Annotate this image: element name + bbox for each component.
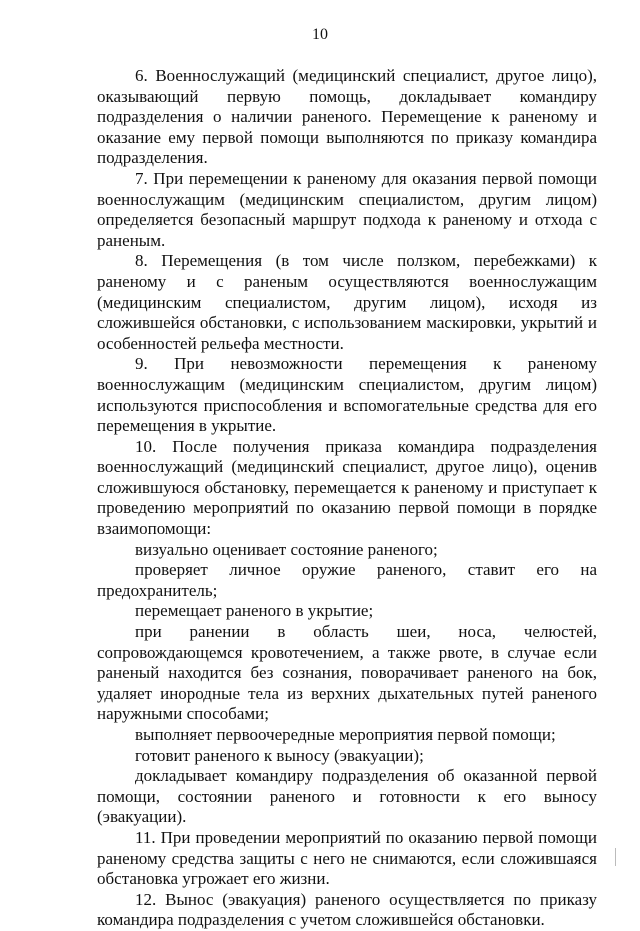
list-item-move-to-cover: перемещает раненого в укрытие;: [135, 601, 374, 621]
paragraph-12: 12. Вынос (эвакуация) раненого осуществляется по приказу командира подразделения с учетом сложившейся обстановки.: [97, 889, 597, 930]
paragraph-6: 6. Военнослужащий (медицинский специалист, другое лицо), оказывающий первую помощь, докладывает командиру подразделения о наличии раненого. Перемещение к раненому и оказание ему первой помощи выполняются по приказу командира подразделения.: [97, 66, 597, 168]
list-item-prepare-evac: готовит раненого к выносу (эвакуации);: [135, 745, 424, 765]
paragraph-9: 9. При невозможности перемещения к раненому военнослужащим (медицинским специалистом, другим лицом) используются приспособления и вспомогательные средства для его перемещения в укрытие.: [97, 354, 597, 436]
list-item-first-aid: выполняет первоочередные мероприятия первой помощи;: [135, 725, 556, 744]
paragraph-10: 10. После получения приказа командира подразделения военнослужащий (медицинский специалист, другое лицо), оценив сложившуюся обстановку, перемещается к раненому и приступает к проведению мероприятий по оказанию первой помощи в порядке взаимопомощи:: [97, 436, 597, 539]
paragraph-11: 11. При проведении мероприятий по оказанию первой помощи раненому средства защиты с него не снимаются, если сложившаяся обстановка угрожает его жизни.: [97, 827, 597, 889]
scan-edge-mark: [615, 848, 616, 866]
list-item-report: докладывает командиру подразделения об оказанной первой помощи, состоянии раненого и готовности к его выносу (эвакуации).: [97, 766, 597, 827]
list-item-assess: визуально оценивает состояние раненого;: [135, 539, 438, 559]
paragraph-8: 8. Перемещения (в том числе ползком, перебежками) к раненому и с раненым осуществляются военнослужащим (медицинским специалистом, другим лицом), исходя из сложившейся обстановки, с использованием маскировки, укрытий и особенностей рельефа местности.: [97, 251, 597, 353]
list-item-airway: при ранении в область шеи, носа, челюстей, сопровождающемся кровотечением, а также рвоте, в случае если раненый находится без сознания, поворачивает раненого на бок, удаляет инородные тела из верхних дыхательных путей раненого наружными способами;: [97, 622, 597, 724]
document-body: [97, 66, 597, 931]
paragraph-7: 7. При перемещении к раненому для оказания первой помощи военнослужащим (медицинским специалистом, другим лицом) определяется безопасный маршрут подхода к раненому и отхода с раненым.: [97, 168, 597, 250]
page-number: 10: [312, 26, 328, 43]
list-item-weapon: проверяет личное оружие раненого, ставит его на предохранитель;: [97, 560, 597, 600]
